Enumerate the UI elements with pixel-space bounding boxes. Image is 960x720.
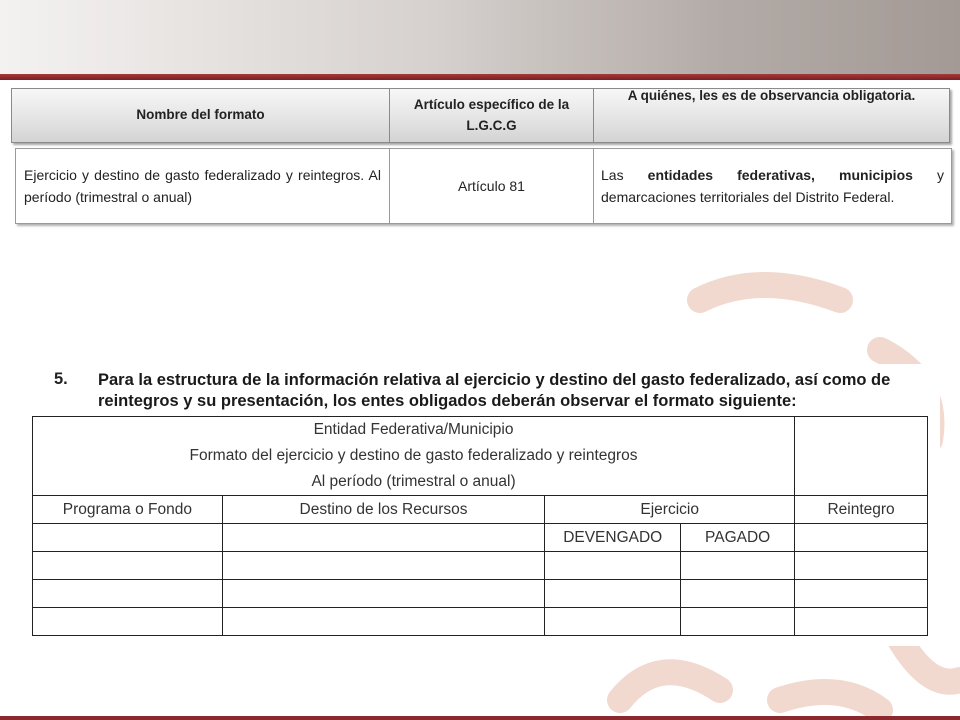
- table-cell: [33, 608, 223, 636]
- table-cell: [222, 552, 545, 580]
- header-rule: [0, 74, 960, 80]
- table-cell: [681, 552, 795, 580]
- table-cell: [795, 580, 928, 608]
- cell-obligados: [594, 149, 951, 223]
- section-5: [30, 364, 940, 646]
- table-row: [33, 552, 928, 580]
- obligados-suffix: y demarcaciones territoriales del Distrito Federal.: [601, 166, 945, 205]
- title-line: Formato del ejercicio y destino de gasto federalizado y reintegros: [189, 447, 638, 464]
- title-line: Entidad Federativa/Municipio: [313, 421, 514, 438]
- obligados-bold: entidades federativas, municipios: [647, 166, 913, 183]
- cell-articulo: Artículo 81: [390, 149, 594, 223]
- table-cell: [222, 580, 545, 608]
- header-articulo: Artículo específico de la L.G.C.G: [390, 89, 594, 142]
- obligados-prefix: Las: [601, 166, 648, 183]
- top-table-header: [11, 88, 950, 143]
- table-row: [33, 580, 928, 608]
- table-cell: [681, 580, 795, 608]
- header-observancia: A quiénes, les es de observancia obligatoria.: [627, 88, 916, 103]
- table-cell: [545, 608, 681, 636]
- format-title: [33, 417, 795, 496]
- col-header-reintegro: Reintegro: [795, 496, 928, 524]
- table-cell: [545, 552, 681, 580]
- table-cell: [222, 608, 545, 636]
- top-table-row: [15, 148, 952, 224]
- section-text: Para la estructura de la información relativa al ejercicio y destino del gasto federalizado, así como de reintegros y su presentación, los entes obligados deberán observar el formato siguiente:: [98, 371, 891, 410]
- header-banner: [0, 0, 960, 74]
- header-nombre-formato: Nombre del formato: [12, 89, 390, 142]
- sub-header-pagado: PAGADO: [681, 524, 795, 552]
- table-cell: [681, 608, 795, 636]
- table-row: [33, 608, 928, 636]
- title-line: Al período (trimestral o anual): [311, 473, 516, 490]
- table-cell: [545, 580, 681, 608]
- cell-formato: Ejercicio y destino de gasto federalizado y reintegros. Al período (trimestral o anual): [16, 149, 390, 223]
- table-cell: [222, 524, 545, 552]
- format-table: [32, 416, 928, 636]
- col-header-programa: Programa o Fondo: [33, 496, 223, 524]
- table-cell: [795, 608, 928, 636]
- col-header-destino: Destino de los Recursos: [222, 496, 545, 524]
- footer-rule: [0, 716, 960, 720]
- section-number: 5.: [54, 370, 68, 388]
- sub-header-devengado: DEVENGADO: [545, 524, 681, 552]
- table-cell: [795, 524, 928, 552]
- format-title-right: [795, 417, 928, 496]
- table-cell: [33, 552, 223, 580]
- col-header-ejercicio: Ejercicio: [545, 496, 795, 524]
- table-cell: [795, 552, 928, 580]
- table-cell: [33, 524, 223, 552]
- table-cell: [33, 580, 223, 608]
